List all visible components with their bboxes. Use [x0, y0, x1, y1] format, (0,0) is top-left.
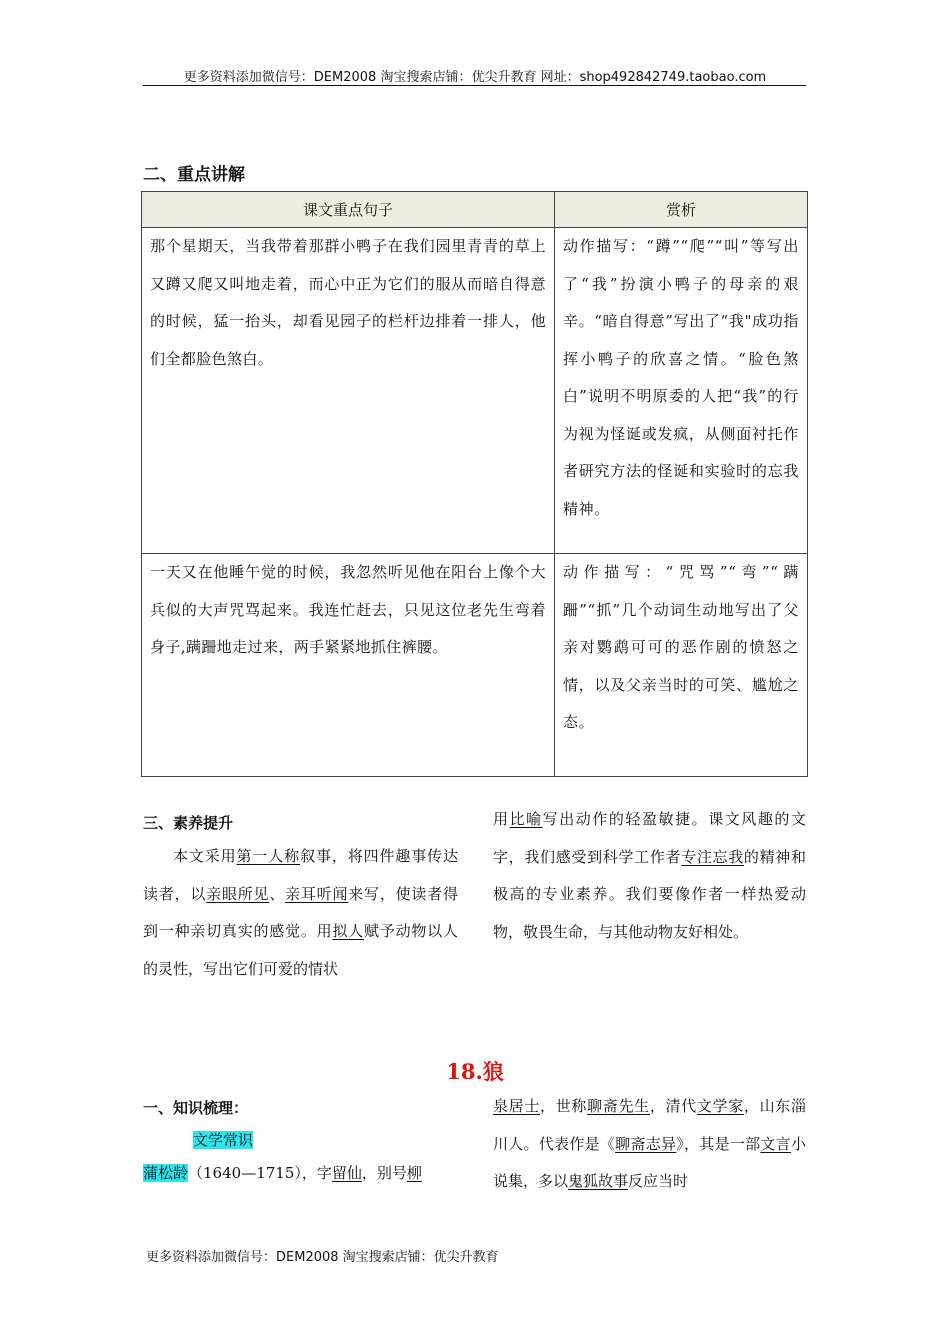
underlined-term: 专注忘我 [681, 847, 744, 866]
author-name: 蒲松龄 [143, 1164, 189, 1182]
section-heading-knowledge: 一、知识梳理： [143, 1099, 249, 1117]
literary-knowledge-label [193, 1122, 253, 1160]
underlined-term: 聊斋志异 [615, 1134, 677, 1153]
text-run: 用 [493, 810, 510, 828]
header-divider [143, 85, 806, 86]
underlined-term: 亲耳听闻 [285, 884, 349, 903]
underlined-term: 文学家 [696, 1097, 744, 1115]
underlined-term: 聊斋先生 [587, 1097, 650, 1115]
text-run: （1640—1715），字 [188, 1164, 332, 1182]
analysis-cell: 动作描写：“蹲”“爬”“叫”等写出了“我”扮演小鸭子的母亲的艰辛。“暗自得意”写出了“我"成功指挥小鸭子的欣喜之情。“脸色煞白”说明不明原委的人把“我”的行为视为怪诞或发疯，从侧面衬托作者研究方法的怪诞和实验时的忘我精神。 [555, 228, 808, 554]
text-run: 赋予动物以人的灵性，写出它们可爱的情状 [143, 922, 458, 978]
text-run: ，别号 [361, 1164, 407, 1182]
table-row [142, 228, 808, 554]
underlined-term: 鬼狐故事 [568, 1172, 629, 1190]
text-run: 的精神和极高的专业素养。我们要像作者一样热爱动物，敬畏生命，与其他动物友好相处。 [493, 847, 806, 941]
section-heading-literacy: 三、素养提升 [143, 814, 234, 832]
text-run: 叙事，将四件趣事传达读者，以 [143, 847, 458, 903]
column-header-analysis: 赏析 [555, 192, 808, 228]
literacy-left-paragraph [143, 838, 458, 988]
author-intro-left [143, 1155, 461, 1193]
underlined-term: 比喻 [509, 810, 543, 828]
underlined-term: 第一人称 [236, 847, 301, 865]
underlined-term: 泉居士 [493, 1097, 541, 1115]
page-footer-text: 更多资料添加微信号：DEM2008 淘宝搜索店铺：优尖升教育 [146, 1250, 499, 1265]
text-run: ，清代 [649, 1097, 697, 1115]
text-run: 小说集，多以 [493, 1134, 806, 1190]
sentence-cell: 那个星期天，当我带着那群小鸭子在我们园里青青的草上又蹲又爬又叫地走着，而心中正为它们的服从而暗自得意的时候，猛一抬头，却看见园子的栏杆边排着一排人，他们全都脸色煞白。 [142, 228, 555, 554]
text-run: 反应当时 [628, 1172, 689, 1190]
underlined-term: 柳 [406, 1164, 422, 1182]
author-intro-right [493, 1088, 806, 1201]
analysis-cell: 动作描写：“咒骂”“弯”“蹒跚”“抓”几个动词生动地写出了父亲对鹦鹉可可的恶作剧的愤怒之情，以及父亲当时的可笑、尴尬之态。 [555, 554, 808, 777]
text-run: 》，其是一部 [676, 1134, 761, 1153]
text-run: 本文采用 [173, 847, 237, 865]
underlined-term: 留仙 [331, 1164, 362, 1182]
text-run: 来写，使读者得到一种亲切真实的感觉。用 [143, 884, 458, 940]
key-sentences-table [141, 191, 808, 777]
underlined-term: 文言 [760, 1134, 791, 1153]
underlined-term: 拟人 [332, 922, 365, 940]
column-header-sentence: 课文重点句子 [142, 192, 555, 228]
section-heading-key-points: 二、重点讲解 [143, 165, 245, 185]
page-header-text: 更多资料添加微信号：DEM2008 淘宝搜索店铺：优尖升教育 网址：shop492842749.taobao.com [183, 70, 767, 85]
text-run: 写出动作的轻盈敏捷。课文风趣的文字，我们感受到科学工作者 [493, 810, 806, 866]
table-row [142, 554, 808, 777]
lesson-title: 18.狼 [446, 1059, 504, 1084]
table-header-row [142, 192, 808, 228]
text-run: ，山东淄川人。代表作是《 [493, 1097, 806, 1153]
highlighted-label: 文学常识 [193, 1131, 254, 1149]
literacy-right-paragraph [493, 801, 806, 951]
text-run: ，世称 [540, 1097, 588, 1115]
text-run: 、 [269, 884, 286, 903]
sentence-cell: 一天又在他睡午觉的时候，我忽然听见他在阳台上像个大兵似的大声咒骂起来。我连忙赶去，只见这位老先生弯着身子,蹒跚地走过来，两手紧紧地抓住裤腰。 [142, 554, 555, 777]
underlined-term: 亲眼所见 [206, 884, 270, 903]
